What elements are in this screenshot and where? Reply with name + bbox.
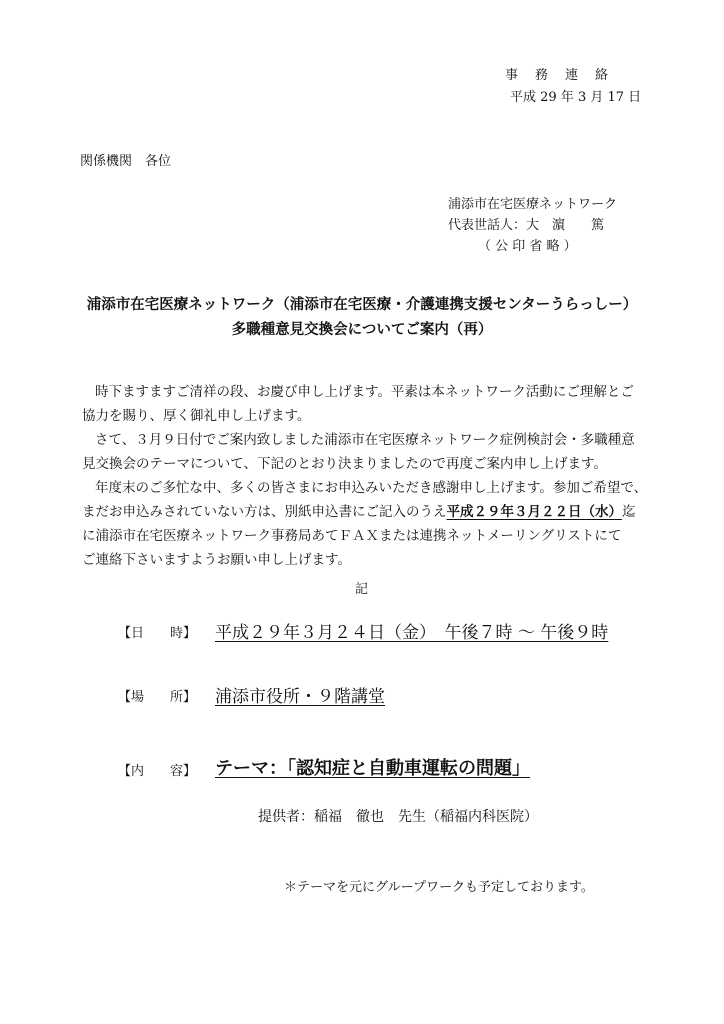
sender-organization: 浦添市在宅医療ネットワーク: [448, 197, 618, 212]
datetime-value: 平成２９年３月２４日（金） 午後７時 ～ 午後９時: [215, 623, 609, 643]
body-paragraph3-line2-text: まだお申込みされていない方は、別紙申込書にご記入のうえ: [82, 504, 447, 520]
body-paragraph2-line1: さて、３月９日付でご案内致しました浦添市在宅医療ネットワーク症例検討会・多職種意: [95, 432, 635, 448]
body-paragraph2-line2: 見交換会のテーマについて、下記のとおり決まりましたので再度ご案内申し上げます。: [82, 456, 607, 472]
ki-heading: 記: [355, 582, 369, 597]
content-label: 【内 容】: [118, 764, 197, 779]
body-paragraph3-line4: ご連絡下さいますようお願い申し上げます。: [82, 552, 351, 568]
body-paragraph3-line2: [82, 500, 636, 520]
body-paragraph3-line1: 年度末のご多忙な中、多くの皆さまにお申込みいただき感謝申し上げます。参加ご希望で、: [95, 480, 648, 496]
document-title-line2: 多職種意見交換会についてご案内（再）: [231, 321, 493, 338]
body-paragraph1-line1: 時下ますますご清祥の段、お慶び申し上げます。平素は本ネットワーク活動にご理解とご: [95, 384, 634, 400]
recipient: 関係機関 各位: [80, 154, 172, 169]
document-title-line1: 浦添市在宅医療ネットワーク（浦添市在宅医療・介護連携支援センターうらっしー）: [86, 296, 638, 313]
datetime-label: 【日 時】: [118, 626, 197, 641]
place-value: 浦添市役所・９階講堂: [215, 687, 385, 707]
application-deadline: 平成２９年３月２２日（水）: [446, 504, 622, 520]
sender-representative: 代表世話人：大 濵 篤: [448, 218, 605, 233]
document-type: 事務連絡: [505, 68, 626, 83]
body-paragraph3-line2-suffix: 迄: [622, 504, 636, 520]
group-work-note: ＊テーマを元にグループワークも予定しております。: [284, 880, 594, 895]
theme-value: テーマ：「認知症と自動車運転の問題」: [215, 758, 530, 779]
issue-date: 平成 29 年 3 月 17 日: [510, 90, 642, 105]
body-paragraph1-line2: 協力を賜り、厚く御礼申し上げます。: [82, 408, 311, 424]
seal-omitted-note: （ 公 印 省 略 ）: [478, 239, 577, 254]
provider: 提供者：稲福 徹也 先生（稲福内科医院）: [258, 809, 538, 825]
place-label: 【場 所】: [118, 690, 197, 705]
body-paragraph3-line3: に浦添市在宅医療ネットワーク事務局あてＦＡＸまたは連携ネットメーリングリストにて: [82, 528, 622, 544]
